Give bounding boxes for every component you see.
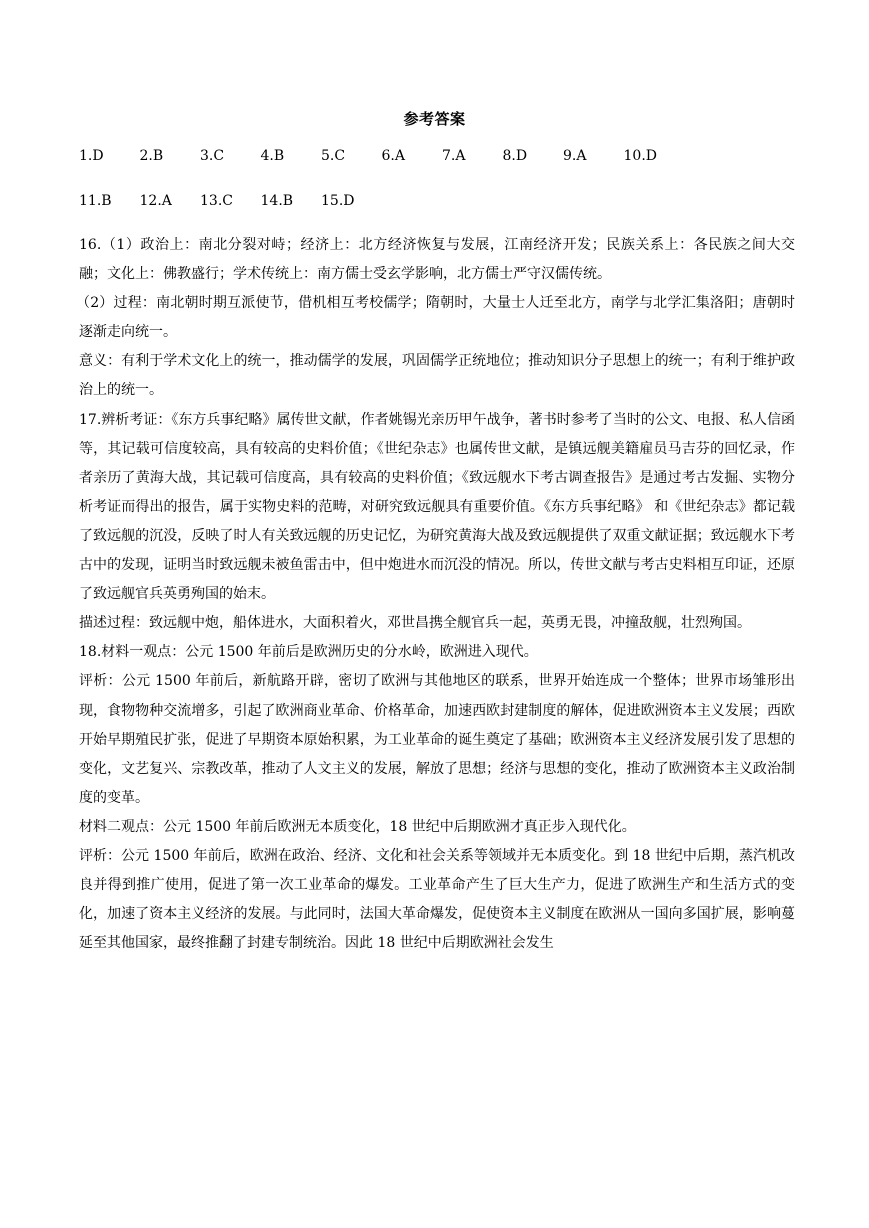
answer-item: 8.D <box>502 148 528 164</box>
answer-item: 11.B <box>79 193 112 209</box>
answer-18-material-1-viewpoint: 18.材料一观点：公元 1500 年前后是欧洲历史的分水岭，欧洲进入现代。 <box>79 644 538 661</box>
answer-17-description: 描述过程：致远舰中炮，船体进水，大面积着火，邓世昌携全舰官兵一起，英勇无畏，冲撞敌舰，壮烈殉国。 <box>79 615 751 632</box>
page-title: 参考答案 <box>403 110 466 128</box>
answer-item: 4.B <box>260 148 285 164</box>
answer-16-significance: 意义：有利于学术文化上的统一，推动儒学的发展，巩固儒学正统地位；推动知识分子思想上的统一；有利于维护政治上的统一。 <box>79 353 795 399</box>
answer-18-material-1-evaluation: 评析：公元 1500 年前后，新航路开辟，密切了欧洲与其他地区的联系，世界开始连成一个整体；世界市场雏形出现，食物物种交流增多，引起了欧洲商业革命、价格革命，加速西欧封建制度的解体，促进欧洲资本主义发展；西欧开始早期殖民扩张，促进了早期资本原始积累，为工业革命的诞生奠定了基础；欧洲资本主义经济发展引发了思想的变化，文艺复兴、宗教改革，推动了人文主义的发展，解放了思想；经济与思想的变化，推动了欧洲资本主义政治制度的变革。 <box>79 673 795 806</box>
answer-item: 9.A <box>563 148 587 164</box>
answer-16-part-1: 16.（1）政治上：南北分裂对峙；经济上：北方经济恢复与发展，江南经济开发；民族关系上：各民族之间大交融；文化上：佛教盛行；学术传统上：南方儒士受玄学影响，北方儒士严守汉儒传统。 <box>79 237 795 283</box>
answer-item: 5.C <box>321 148 346 164</box>
answer-17-analysis: 17.辨析考证：《东方兵事纪略》属传世文献，作者姚锡光亲历甲午战争，著书时参考了当时的公文、电报、私人信函等，其记载可信度较高，具有较高的史料价值；《世纪杂志》也属传世文献，是镇远舰美籍雇员马吉芬的回忆录，作者亲历了黄海大战，其记载可信度高，具有较高的史料价值；《致远舰水下考古调查报告》是通过考古发掘、实物分析考证而得出的报告，属于实物史料的范畴，对研究致远舰具有重要价值。《东方兵事纪略》 和《世纪杂志》都记载了致远舰的沉没，反映了时人有关致远舰的历史记忆，为研究黄海大战及致远舰提供了双重文献证据；致远舰水下考古中的发现，证明当时致远舰未被鱼雷击中，但中炮进水而沉没的情况。所以，传世文献与考古史料相互印证，还原了致远舰官兵英勇殉国的始末。 <box>79 411 795 603</box>
answer-item: 13.C <box>200 193 233 209</box>
answer-16-part-2: （2）过程：南北朝时期互派使节，借机相互考校儒学；隋朝时，大量士人迁至北方，南学与北学汇集洛阳；唐朝时逐渐走向统一。 <box>76 295 795 341</box>
answer-item: 6.A <box>381 148 405 164</box>
answer-item: 7.A <box>442 148 466 164</box>
answer-body <box>76 231 795 958</box>
answer-item: 10.D <box>623 148 657 164</box>
answer-item: 15.D <box>321 193 355 209</box>
answer-item: 2.B <box>139 148 164 164</box>
answer-item: 1.D <box>79 148 104 164</box>
answer-item: 12.A <box>139 193 172 209</box>
multiple-choice-answers-row-1 <box>79 148 657 164</box>
answer-item: 3.C <box>200 148 225 164</box>
answer-18-material-2-viewpoint: 材料二观点：公元 1500 年前后欧洲无本质变化，18 世纪中后期欧洲才真正步入现代化。 <box>79 818 636 835</box>
answer-item: 14.B <box>260 193 294 209</box>
answer-18-material-2-evaluation: 评析：公元 1500 年前后，欧洲在政治、经济、文化和社会关系等领域并无本质变化。到 18 世纪中后期，蒸汽机改良并得到推广使用，促进了第一次工业革命的爆发。工业革命产生了巨大生产力，促进了欧洲生产和生活方式的变化，加速了资本主义经济的发展。与此同时，法国大革命爆发，促使资本主义制度在欧洲从一国向多国扩展，影响蔓延至其他国家，最终推翻了封建专制统治。因此 18 世纪中后期欧洲社会发生 <box>79 847 795 952</box>
multiple-choice-answers-row-2 <box>79 193 355 209</box>
